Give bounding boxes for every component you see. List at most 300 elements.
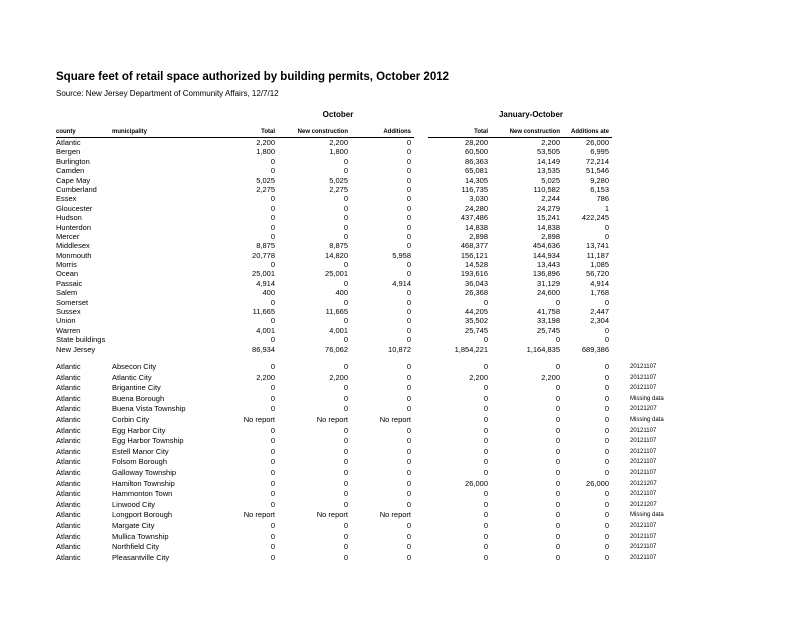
municipality-cell: Absecon City — [112, 362, 157, 371]
county-cell: Atlantic — [56, 457, 81, 467]
oct-additions-cell: 0 — [406, 288, 411, 298]
ytd-new-cell: 136,896 — [532, 269, 560, 279]
table-row — [0, 335, 800, 344]
oct-additions-cell: 0 — [406, 147, 411, 157]
ytd-new-cell: 14,149 — [537, 156, 560, 166]
ytd-new-cell: 0 — [555, 478, 560, 488]
oct-new-cell: 0 — [343, 156, 348, 166]
ytd-new-cell: 0 — [555, 499, 560, 509]
table-row — [0, 500, 800, 511]
ytd-new-cell: 0 — [555, 520, 560, 530]
table-row — [0, 362, 800, 373]
oct-new-cell: 8,875 — [329, 241, 348, 251]
report-date-cell: 20121207 — [630, 480, 657, 487]
oct-total-cell: 400 — [262, 288, 275, 298]
oct-total-cell: 0 — [270, 542, 275, 552]
ytd-new-cell: 0 — [555, 510, 560, 520]
ytd-new-cell: 0 — [555, 383, 560, 393]
oct-new-cell: 2,200 — [329, 372, 348, 382]
county-cell: Burlington — [56, 156, 90, 166]
oct-new-cell: 0 — [343, 393, 348, 403]
ytd-total-cell: 28,200 — [465, 138, 488, 147]
oct-total-cell: 0 — [270, 478, 275, 488]
municipality-cell: Mullica Township — [112, 531, 169, 541]
ytd-total-cell: 60,500 — [465, 147, 488, 157]
ytd-total-cell: 0 — [483, 552, 488, 562]
county-cell: Atlantic — [56, 425, 81, 435]
ytd-total-cell: 156,121 — [460, 250, 488, 260]
report-date-cell: 20121107 — [630, 522, 657, 529]
county-cell: Atlantic — [56, 372, 81, 382]
ytd-additions-cell: 0 — [604, 499, 609, 509]
oct-new-cell: 0 — [343, 446, 348, 456]
table-row — [0, 213, 800, 222]
table-row — [0, 383, 800, 394]
oct-new-cell: 4,001 — [329, 325, 348, 335]
report-date-cell: 20121107 — [630, 544, 657, 551]
oct-new-cell: 2,275 — [329, 184, 348, 194]
oct-additions-cell: 0 — [406, 531, 411, 541]
oct-additions-cell: 0 — [406, 335, 411, 345]
table-row — [0, 241, 800, 250]
oct-new-cell: 0 — [343, 166, 348, 176]
ytd-total-cell: 0 — [483, 383, 488, 393]
county-cell: Atlantic — [56, 489, 81, 499]
ytd-new-cell: 0 — [555, 335, 560, 345]
oct-new-cell: 11,665 — [325, 307, 348, 317]
ytd-additions-cell: 0 — [604, 489, 609, 499]
ytd-additions-cell: 2,304 — [590, 316, 609, 326]
county-cell: Atlantic — [56, 362, 81, 371]
county-cell: Bergen — [56, 147, 81, 157]
ytd-new-cell: 41,758 — [537, 307, 560, 317]
county-cell: Cumberland — [56, 184, 97, 194]
report-date-cell: 20121107 — [630, 469, 657, 476]
ytd-total-cell: 44,205 — [465, 307, 488, 317]
table-row — [0, 307, 800, 316]
report-date-cell: Missing data — [630, 512, 664, 519]
county-cell: Essex — [56, 194, 77, 204]
ytd-new-cell: 454,636 — [532, 241, 560, 251]
report-date-cell: 20121107 — [630, 448, 657, 455]
oct-additions-cell: 10,872 — [388, 344, 411, 354]
oct-new-cell: 0 — [343, 404, 348, 414]
table-row — [0, 542, 800, 553]
report-date-cell: 20121107 — [630, 438, 657, 445]
col-header-ytd-total: Total — [474, 129, 488, 135]
col-header-oct-additions: Additions — [383, 129, 411, 135]
oct-additions-cell: 0 — [406, 194, 411, 204]
table-row — [0, 260, 800, 269]
oct-new-cell: 0 — [343, 383, 348, 393]
page-title: Square feet of retail space authorized by building permits, October 2012 — [56, 71, 450, 83]
oct-additions-cell: 0 — [406, 138, 411, 147]
ytd-total-cell: 26,000 — [465, 478, 488, 488]
county-cell: Atlantic — [56, 393, 81, 403]
ytd-total-cell: 0 — [483, 297, 488, 307]
ytd-new-cell: 2,200 — [541, 372, 560, 382]
ytd-total-cell: 0 — [483, 335, 488, 345]
ytd-new-cell: 31,129 — [537, 278, 560, 288]
report-date-cell: 20121107 — [630, 427, 657, 434]
ytd-additions-cell: 6,153 — [590, 184, 609, 194]
oct-total-cell: 0 — [270, 260, 275, 270]
table-row — [0, 204, 800, 213]
table-row — [0, 394, 800, 405]
county-cell: Passaic — [56, 278, 83, 288]
oct-additions-cell: 0 — [406, 404, 411, 414]
table-row — [0, 510, 800, 521]
county-cell: Gloucester — [56, 203, 93, 213]
oct-additions-cell: 0 — [406, 436, 411, 446]
county-cell: Union — [56, 316, 76, 326]
oct-additions-cell: 0 — [406, 457, 411, 467]
ytd-total-cell: 35,502 — [465, 316, 488, 326]
ytd-total-cell: 0 — [483, 425, 488, 435]
municipality-cell: Egg Harbor Township — [112, 436, 184, 446]
ytd-new-cell: 0 — [555, 362, 560, 371]
oct-total-cell: 86,934 — [252, 344, 275, 354]
ytd-additions-cell: 0 — [604, 531, 609, 541]
ytd-additions-cell: 51,546 — [586, 166, 609, 176]
ytd-total-cell: 14,838 — [465, 222, 488, 232]
ytd-additions-cell: 2,447 — [590, 307, 609, 317]
col-header-ytd-new: New construction — [509, 129, 560, 135]
ytd-additions-cell: 0 — [604, 446, 609, 456]
ytd-new-cell: 53,505 — [537, 147, 560, 157]
oct-total-cell: No report — [243, 414, 275, 424]
table-row — [0, 345, 800, 354]
municipality-cell: Brigantine City — [112, 383, 161, 393]
table-row — [0, 521, 800, 532]
ytd-additions-cell: 0 — [604, 372, 609, 382]
ytd-additions-cell: 72,214 — [586, 156, 609, 166]
county-table — [0, 138, 800, 354]
county-cell: Warren — [56, 325, 81, 335]
oct-total-cell: 0 — [270, 297, 275, 307]
oct-total-cell: 0 — [270, 489, 275, 499]
municipality-cell: Linwood City — [112, 499, 155, 509]
oct-total-cell: 4,001 — [256, 325, 275, 335]
oct-additions-cell: 0 — [406, 325, 411, 335]
municipality-cell: Pleasantville City — [112, 552, 170, 562]
oct-new-cell: 0 — [343, 542, 348, 552]
ytd-new-cell: 0 — [555, 436, 560, 446]
oct-total-cell: 0 — [270, 520, 275, 530]
oct-new-cell: 0 — [343, 194, 348, 204]
oct-new-cell: 0 — [343, 213, 348, 223]
oct-additions-cell: 0 — [406, 222, 411, 232]
ytd-new-cell: 1,164,835 — [526, 344, 560, 354]
oct-total-cell: 0 — [270, 231, 275, 241]
table-row — [0, 326, 800, 335]
ytd-new-cell: 0 — [555, 425, 560, 435]
oct-new-cell: 76,062 — [325, 344, 348, 354]
ytd-new-cell: 2,244 — [541, 194, 560, 204]
oct-additions-cell: 0 — [406, 241, 411, 251]
oct-total-cell: 0 — [270, 203, 275, 213]
oct-additions-cell: 0 — [406, 297, 411, 307]
oct-total-cell: 0 — [270, 194, 275, 204]
table-row — [0, 279, 800, 288]
oct-additions-cell: 0 — [406, 203, 411, 213]
table-row — [0, 404, 800, 415]
county-cell: Mercer — [56, 231, 80, 241]
oct-total-cell: 0 — [270, 156, 275, 166]
municipality-cell: Buena Borough — [112, 393, 165, 403]
ytd-total-cell: 0 — [483, 446, 488, 456]
municipality-table — [0, 362, 800, 563]
county-cell: Atlantic — [56, 383, 81, 393]
oct-new-cell: 0 — [343, 203, 348, 213]
county-cell: Morris — [56, 260, 77, 270]
table-row — [0, 468, 800, 479]
ytd-new-cell: 25,745 — [537, 325, 560, 335]
ytd-new-cell: 110,582 — [533, 184, 560, 194]
report-date-cell: 20121107 — [630, 385, 657, 392]
municipality-cell: Hammonton Town — [112, 489, 173, 499]
oct-total-cell: 0 — [270, 499, 275, 509]
ytd-new-cell: 0 — [555, 446, 560, 456]
county-cell: Cape May — [56, 175, 91, 185]
municipality-cell: Margate City — [112, 520, 155, 530]
group-header-ytd: January-October — [498, 110, 564, 119]
ytd-additions-cell: 0 — [604, 436, 609, 446]
ytd-total-cell: 24,280 — [465, 203, 488, 213]
oct-total-cell: 0 — [270, 166, 275, 176]
oct-new-cell: 25,001 — [325, 269, 348, 279]
ytd-total-cell: 0 — [483, 414, 488, 424]
ytd-total-cell: 65,081 — [465, 166, 488, 176]
county-cell: Atlantic — [56, 478, 81, 488]
ytd-new-cell: 0 — [555, 393, 560, 403]
oct-total-cell: 5,025 — [256, 175, 275, 185]
table-row — [0, 457, 800, 468]
table-row — [0, 138, 800, 147]
oct-additions-cell: 0 — [406, 467, 411, 477]
oct-additions-cell: 0 — [406, 383, 411, 393]
report-date-cell: 20121107 — [630, 364, 657, 370]
oct-additions-cell: 5,958 — [392, 250, 411, 260]
municipality-cell: Longport Borough — [112, 510, 173, 520]
table-row — [0, 489, 800, 500]
report-date-cell: Missing data — [630, 416, 664, 423]
table-row — [0, 251, 800, 260]
oct-new-cell: 14,820 — [325, 250, 348, 260]
municipality-cell: Folsom Borough — [112, 457, 168, 467]
oct-new-cell: 0 — [343, 425, 348, 435]
ytd-additions-cell: 422,245 — [581, 213, 609, 223]
col-header-oct-new: New construction — [297, 129, 348, 135]
county-cell: Atlantic — [56, 404, 81, 414]
oct-total-cell: 0 — [270, 362, 275, 371]
ytd-additions-cell: 0 — [604, 510, 609, 520]
ytd-additions-cell: 9,280 — [590, 175, 609, 185]
county-cell: Atlantic — [56, 510, 81, 520]
county-cell: Atlantic — [56, 552, 81, 562]
oct-new-cell: 0 — [343, 520, 348, 530]
oct-total-cell: 11,665 — [252, 307, 275, 317]
ytd-total-cell: 437,486 — [460, 213, 488, 223]
table-row — [0, 532, 800, 543]
ytd-total-cell: 0 — [483, 467, 488, 477]
oct-additions-cell: 0 — [406, 307, 411, 317]
ytd-new-cell: 0 — [555, 414, 560, 424]
ytd-additions-cell: 0 — [604, 404, 609, 414]
source-note: Source: New Jersey Department of Community Affairs, 12/7/12 — [56, 89, 279, 98]
table-row — [0, 436, 800, 447]
ytd-total-cell: 116,735 — [461, 184, 488, 194]
group-header-october: October — [322, 110, 354, 119]
ytd-additions-cell: 0 — [604, 542, 609, 552]
oct-additions-cell: 0 — [406, 166, 411, 176]
oct-additions-cell: 0 — [406, 372, 411, 382]
oct-total-cell: 20,778 — [252, 250, 275, 260]
ytd-new-cell: 13,443 — [537, 260, 560, 270]
report-date-cell: Missing data — [630, 395, 664, 402]
ytd-total-cell: 0 — [483, 404, 488, 414]
ytd-additions-cell: 13,741 — [586, 241, 609, 251]
ytd-additions-cell: 0 — [604, 297, 609, 307]
oct-total-cell: 0 — [270, 467, 275, 477]
oct-total-cell: 0 — [270, 316, 275, 326]
oct-total-cell: 2,275 — [256, 184, 275, 194]
ytd-total-cell: 0 — [483, 499, 488, 509]
ytd-additions-cell: 0 — [604, 552, 609, 562]
ytd-total-cell: 0 — [483, 393, 488, 403]
ytd-additions-cell: 0 — [604, 520, 609, 530]
county-cell: Atlantic — [56, 436, 81, 446]
ytd-total-cell: 26,368 — [465, 288, 488, 298]
ytd-additions-cell: 0 — [604, 335, 609, 345]
oct-additions-cell: 0 — [406, 552, 411, 562]
oct-new-cell: 1,800 — [329, 147, 348, 157]
oct-additions-cell: 0 — [406, 316, 411, 326]
oct-new-cell: 0 — [343, 260, 348, 270]
ytd-additions-cell: 0 — [604, 393, 609, 403]
oct-new-cell: 0 — [343, 335, 348, 345]
ytd-additions-cell: 0 — [604, 383, 609, 393]
ytd-additions-cell: 0 — [604, 414, 609, 424]
report-date-cell: 20121207 — [630, 501, 657, 508]
oct-new-cell: 0 — [343, 457, 348, 467]
oct-new-cell: 0 — [343, 362, 348, 371]
col-header-county: county — [56, 129, 76, 135]
county-cell: Hunterdon — [56, 222, 92, 232]
oct-total-cell: 2,200 — [256, 372, 275, 382]
ytd-total-cell: 0 — [483, 489, 488, 499]
oct-total-cell: 25,001 — [252, 269, 275, 279]
oct-new-cell: 0 — [343, 489, 348, 499]
ytd-total-cell: 0 — [483, 542, 488, 552]
ytd-additions-cell: 26,000 — [586, 138, 609, 147]
ytd-additions-cell: 1,085 — [590, 260, 609, 270]
ytd-additions-cell: 0 — [604, 467, 609, 477]
ytd-additions-cell: 4,914 — [590, 278, 609, 288]
table-row — [0, 288, 800, 297]
oct-additions-cell: 0 — [406, 184, 411, 194]
oct-additions-cell: 0 — [406, 175, 411, 185]
report-date-cell: 20121207 — [630, 406, 657, 413]
ytd-additions-cell: 0 — [604, 425, 609, 435]
oct-new-cell: No report — [316, 414, 348, 424]
table-row — [0, 426, 800, 437]
county-cell: Atlantic — [56, 542, 81, 552]
oct-total-cell: 0 — [270, 213, 275, 223]
col-header-ytd-additions: Additions ate — [570, 129, 609, 135]
report-date-cell: 20121107 — [630, 374, 657, 381]
ytd-new-cell: 24,600 — [537, 288, 560, 298]
ytd-additions-cell: 0 — [604, 222, 609, 232]
county-cell: New Jersey — [56, 344, 96, 354]
oct-new-cell: 0 — [343, 467, 348, 477]
table-row — [0, 553, 800, 564]
table-row — [0, 157, 800, 166]
oct-additions-cell: 0 — [406, 446, 411, 456]
county-cell: State buildings — [56, 335, 106, 345]
oct-new-cell: 2,200 — [329, 138, 348, 147]
oct-additions-cell: 0 — [406, 478, 411, 488]
oct-additions-cell: 0 — [406, 520, 411, 530]
ytd-new-cell: 0 — [555, 552, 560, 562]
municipality-cell: Egg Harbor City — [112, 425, 166, 435]
oct-additions-cell: 0 — [406, 260, 411, 270]
ytd-total-cell: 0 — [483, 362, 488, 371]
ytd-new-cell: 0 — [555, 531, 560, 541]
ytd-additions-cell: 0 — [604, 362, 609, 371]
county-cell: Atlantic — [56, 138, 81, 147]
oct-total-cell: 0 — [270, 552, 275, 562]
oct-total-cell: 0 — [270, 436, 275, 446]
oct-total-cell: 0 — [270, 531, 275, 541]
oct-additions-cell: 0 — [406, 156, 411, 166]
oct-total-cell: No report — [243, 510, 275, 520]
ytd-new-cell: 15,241 — [537, 213, 560, 223]
table-row — [0, 373, 800, 384]
report-date-cell: 20121107 — [630, 459, 657, 466]
oct-total-cell: 0 — [270, 425, 275, 435]
oct-new-cell: 0 — [343, 499, 348, 509]
ytd-new-cell: 0 — [555, 457, 560, 467]
table-row — [0, 194, 800, 203]
ytd-new-cell: 2,898 — [541, 231, 560, 241]
ytd-new-cell: 13,535 — [537, 166, 560, 176]
table-row — [0, 316, 800, 325]
table-row — [0, 415, 800, 426]
oct-new-cell: 0 — [343, 297, 348, 307]
county-cell: Atlantic — [56, 531, 81, 541]
county-cell: Middlesex — [56, 241, 90, 251]
oct-total-cell: 0 — [270, 335, 275, 345]
report-date-cell: 20121107 — [630, 491, 657, 498]
ytd-additions-cell: 6,995 — [590, 147, 609, 157]
ytd-new-cell: 0 — [555, 404, 560, 414]
oct-additions-cell: 0 — [406, 231, 411, 241]
oct-new-cell: 5,025 — [329, 175, 348, 185]
oct-new-cell: 0 — [343, 436, 348, 446]
oct-total-cell: 0 — [270, 393, 275, 403]
county-cell: Atlantic — [56, 499, 81, 509]
col-header-oct-total: Total — [261, 129, 275, 135]
table-row — [0, 479, 800, 490]
ytd-new-cell: 14,838 — [537, 222, 560, 232]
ytd-total-cell: 2,200 — [469, 372, 488, 382]
oct-total-cell: 0 — [270, 446, 275, 456]
oct-new-cell: 0 — [343, 552, 348, 562]
municipality-cell: Galloway Township — [112, 467, 177, 477]
county-cell: Camden — [56, 166, 85, 176]
county-cell: Monmouth — [56, 250, 92, 260]
